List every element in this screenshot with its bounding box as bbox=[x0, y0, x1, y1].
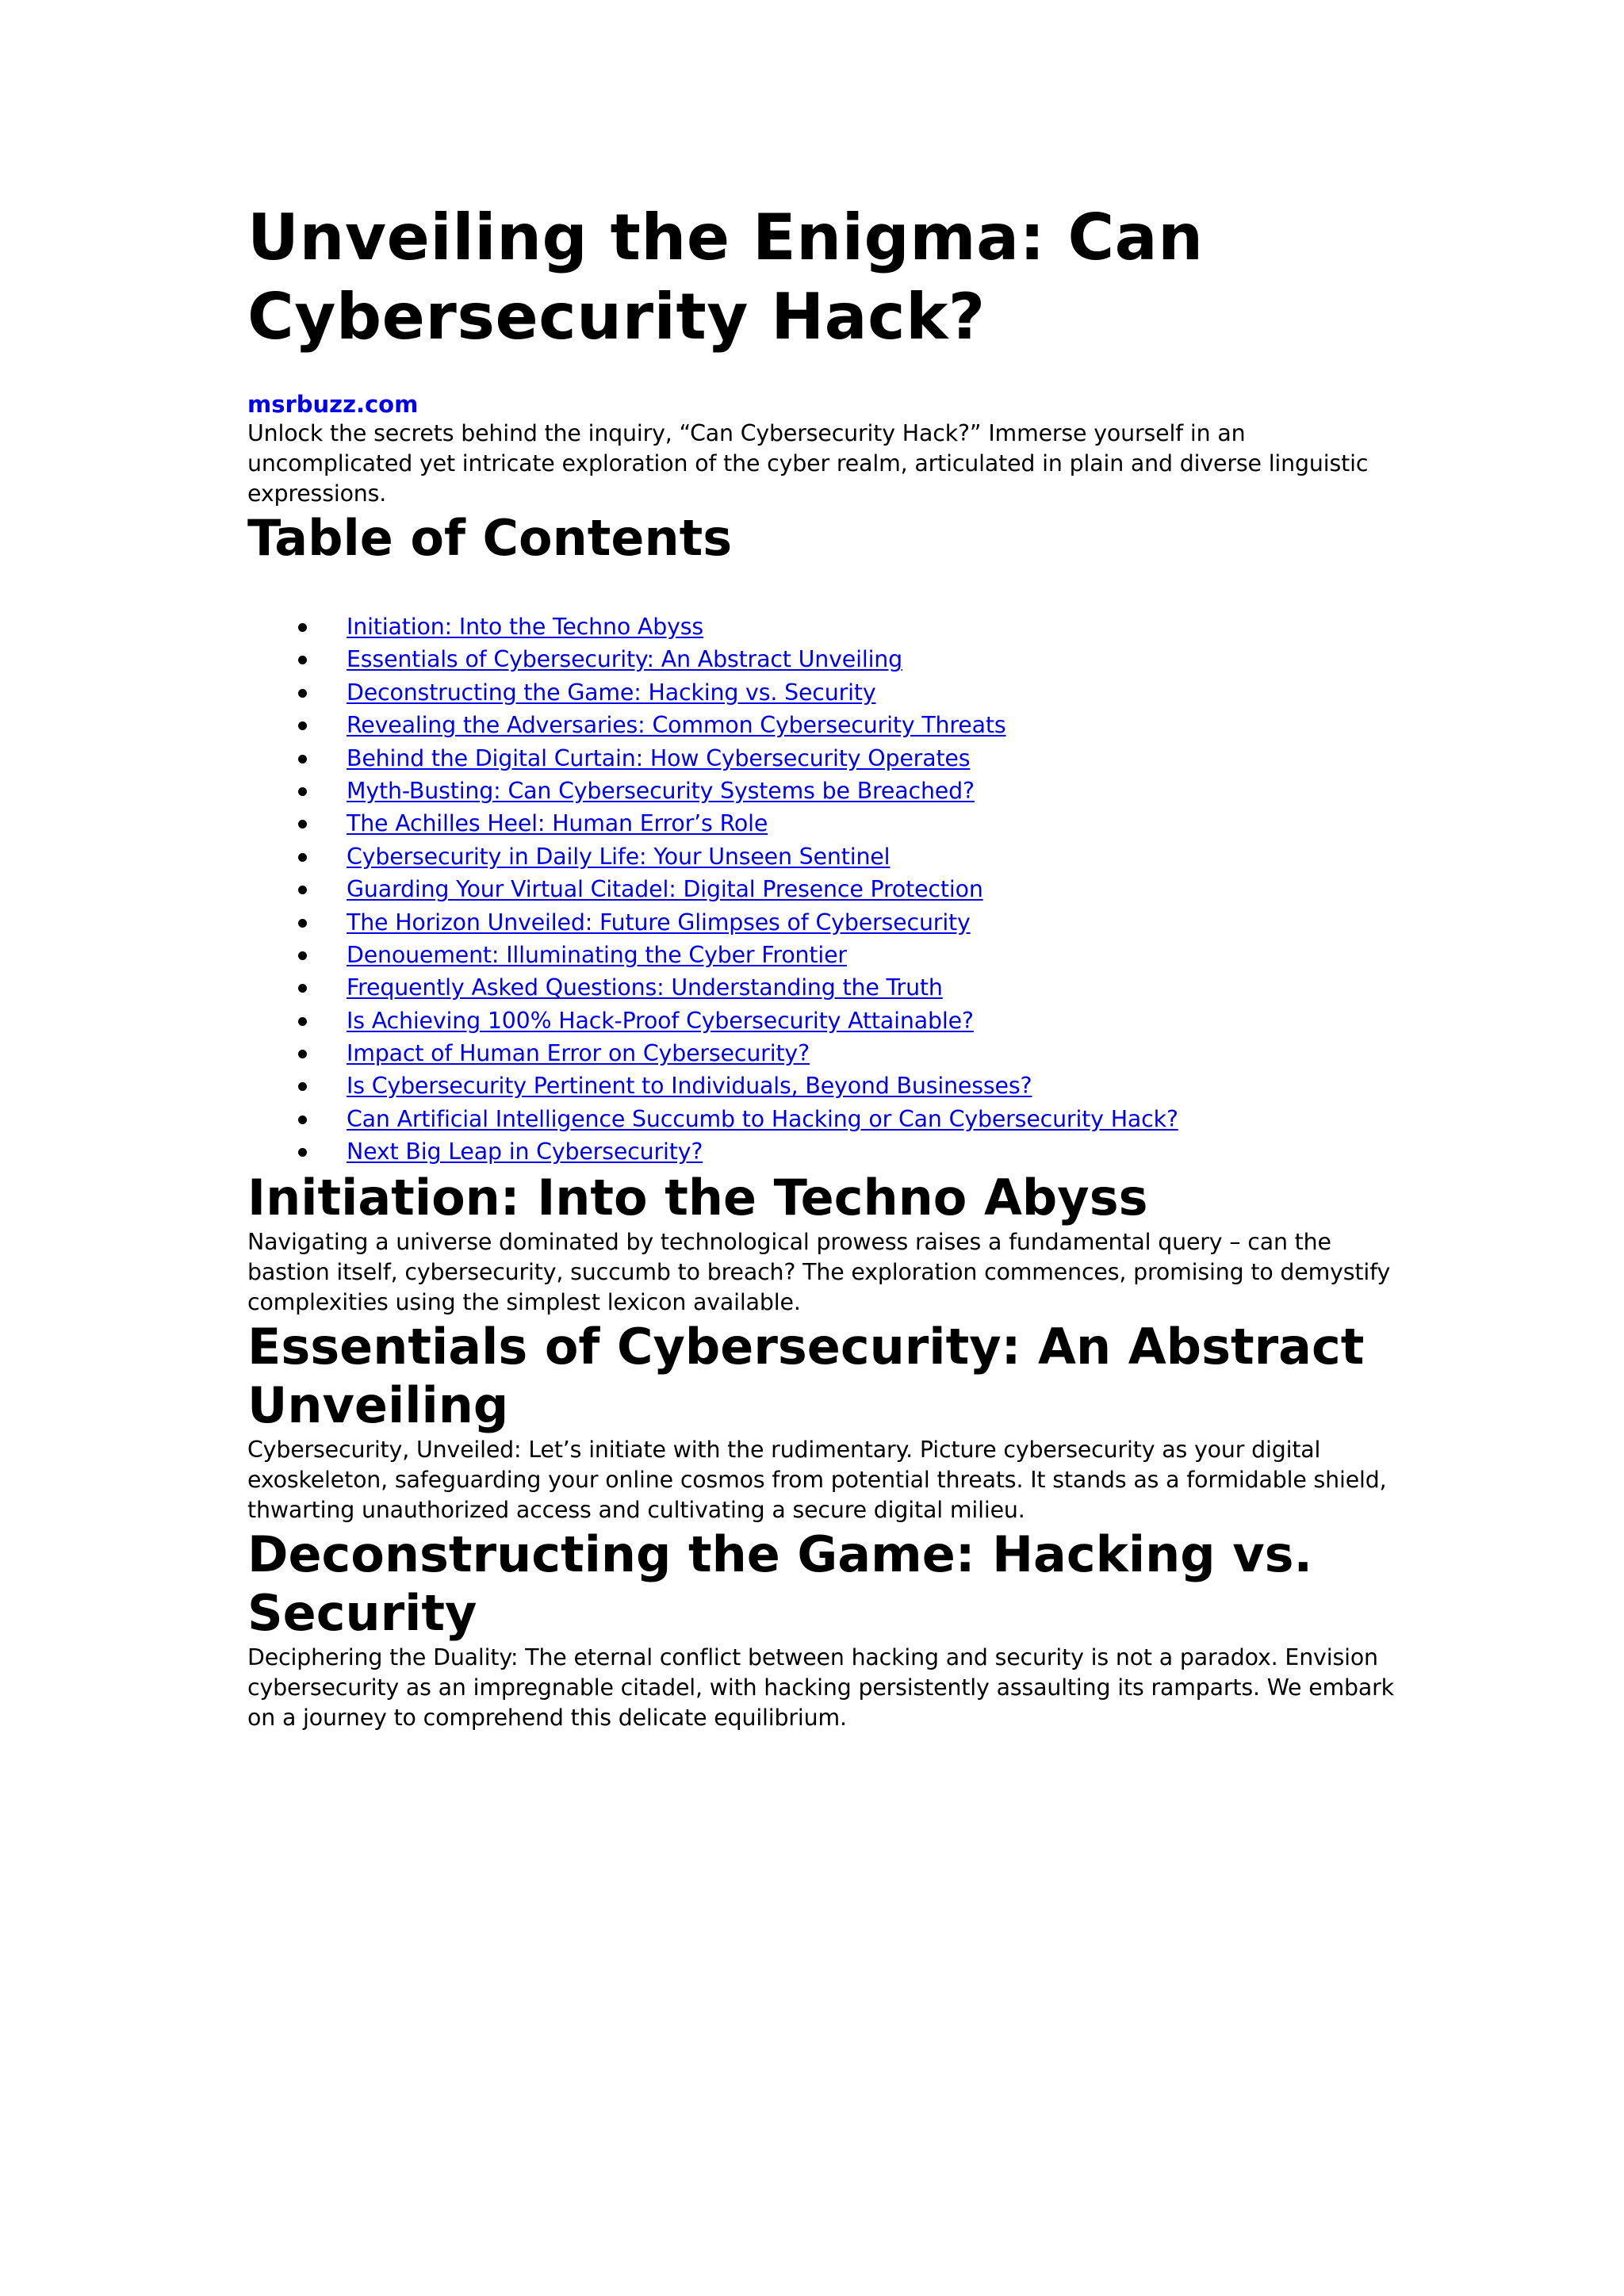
toc-link[interactable]: Myth-Busting: Can Cybersecurity Systems be Breached? bbox=[347, 777, 975, 804]
toc-item bbox=[247, 1103, 1405, 1135]
toc-link[interactable]: Impact of Human Error on Cybersecurity? bbox=[347, 1040, 810, 1067]
toc-item bbox=[247, 873, 1405, 905]
section-body-deconstructing: Deciphering the Duality: The eternal conflict between hacking and security is not a paradox. Envision cybersecurity as an impregnable citadel, with hacking persistently assaulting its ramparts. We embark on a journey to comprehend this delicate equilibrium. bbox=[247, 1644, 1394, 1731]
toc-item bbox=[247, 775, 1405, 807]
toc-link[interactable]: Is Achieving 100% Hack-Proof Cybersecurity Attainable? bbox=[347, 1007, 974, 1034]
bullet-icon bbox=[298, 951, 307, 960]
bullet-icon bbox=[298, 623, 307, 632]
toc-item bbox=[247, 1037, 1405, 1070]
toc-item bbox=[247, 709, 1405, 741]
table-of-contents bbox=[247, 610, 1405, 1169]
bullet-icon bbox=[298, 1050, 307, 1058]
toc-item bbox=[247, 906, 1405, 939]
toc-link[interactable]: Guarding Your Virtual Citadel: Digital Presence Protection bbox=[347, 876, 983, 903]
toc-link[interactable]: The Achilles Heel: Human Error’s Role bbox=[347, 810, 768, 837]
bullet-icon bbox=[298, 1148, 307, 1157]
toc-item bbox=[247, 610, 1405, 643]
toc-item bbox=[247, 1135, 1405, 1168]
bullet-icon bbox=[298, 853, 307, 862]
toc-item bbox=[247, 1070, 1405, 1102]
toc-link[interactable]: Cybersecurity in Daily Life: Your Unseen Sentinel bbox=[347, 843, 891, 870]
toc-item bbox=[247, 676, 1405, 709]
source-link[interactable]: msrbuzz.com bbox=[247, 391, 419, 418]
section-heading-essentials: Essentials of Cybersecurity: An Abstract Unveiling bbox=[247, 1317, 1365, 1434]
toc-link[interactable]: The Horizon Unveiled: Future Glimpses of Cybersecurity bbox=[347, 909, 971, 936]
bullet-icon bbox=[298, 984, 307, 993]
toc-link[interactable]: Deconstructing the Game: Hacking vs. Security bbox=[347, 679, 876, 706]
bullet-icon bbox=[298, 919, 307, 928]
bullet-icon bbox=[298, 1082, 307, 1091]
toc-item bbox=[247, 939, 1405, 971]
bullet-icon bbox=[298, 721, 307, 730]
toc-item bbox=[247, 742, 1405, 775]
toc-link[interactable]: Behind the Digital Curtain: How Cybersecurity Operates bbox=[347, 744, 971, 771]
section-body-essentials: Cybersecurity, Unveiled: Let’s initiate with the rudimentary. Picture cybersecurity as your digital exoskeleton, safeguarding your online cosmos from potential threats. It stands as a formidable shield, thwarting unauthorized access and cultivating a secure digital milieu. bbox=[247, 1436, 1387, 1523]
toc-link[interactable]: Can Artificial Intelligence Succumb to Hacking or Can Cybersecurity Hack? bbox=[347, 1105, 1178, 1132]
section-heading-deconstructing: Deconstructing the Game: Hacking vs. Security bbox=[247, 1525, 1313, 1642]
toc-item bbox=[247, 643, 1405, 675]
toc-item bbox=[247, 840, 1405, 873]
toc-link[interactable]: Revealing the Adversaries: Common Cybersecurity Threats bbox=[347, 712, 1006, 739]
toc-link[interactable]: Initiation: Into the Techno Abyss bbox=[347, 614, 704, 640]
intro-paragraph: Unlock the secrets behind the inquiry, “Can Cybersecurity Hack?” Immerse yourself in an uncomplicated yet intricate exploration of the cyber realm, articulated in plain and diverse linguistic expressions. bbox=[247, 420, 1369, 507]
section-body-initiation: Navigating a universe dominated by technological prowess raises a fundamental query – can the bastion itself, cybersecurity, succumb to breach? The exploration commences, promising to demystify complexities using the simplest lexicon available. bbox=[247, 1228, 1391, 1315]
section-heading-initiation: Initiation: Into the Techno Abyss bbox=[247, 1168, 1148, 1226]
toc-item bbox=[247, 807, 1405, 840]
bullet-icon bbox=[298, 886, 307, 894]
bullet-icon bbox=[298, 1115, 307, 1124]
bullet-icon bbox=[298, 1017, 307, 1026]
toc-link[interactable]: Denouement: Illuminating the Cyber Frontier bbox=[347, 941, 847, 968]
toc-heading: Table of Contents bbox=[247, 509, 733, 567]
document-page bbox=[247, 198, 1405, 1733]
bullet-icon bbox=[298, 656, 307, 664]
toc-item bbox=[247, 971, 1405, 1004]
bullet-icon bbox=[298, 689, 307, 698]
toc-link[interactable]: Frequently Asked Questions: Understanding the Truth bbox=[347, 974, 943, 1001]
toc-item bbox=[247, 1004, 1405, 1037]
toc-link[interactable]: Is Cybersecurity Pertinent to Individuals, Beyond Businesses? bbox=[347, 1073, 1032, 1100]
bullet-icon bbox=[298, 755, 307, 763]
bullet-icon bbox=[298, 820, 307, 828]
toc-link[interactable]: Next Big Leap in Cybersecurity? bbox=[347, 1138, 703, 1165]
toc-link[interactable]: Essentials of Cybersecurity: An Abstract Unveiling bbox=[347, 646, 903, 673]
bullet-icon bbox=[298, 787, 307, 796]
page-title: Unveiling the Enigma: Can Cybersecurity Hack? bbox=[247, 201, 1204, 354]
